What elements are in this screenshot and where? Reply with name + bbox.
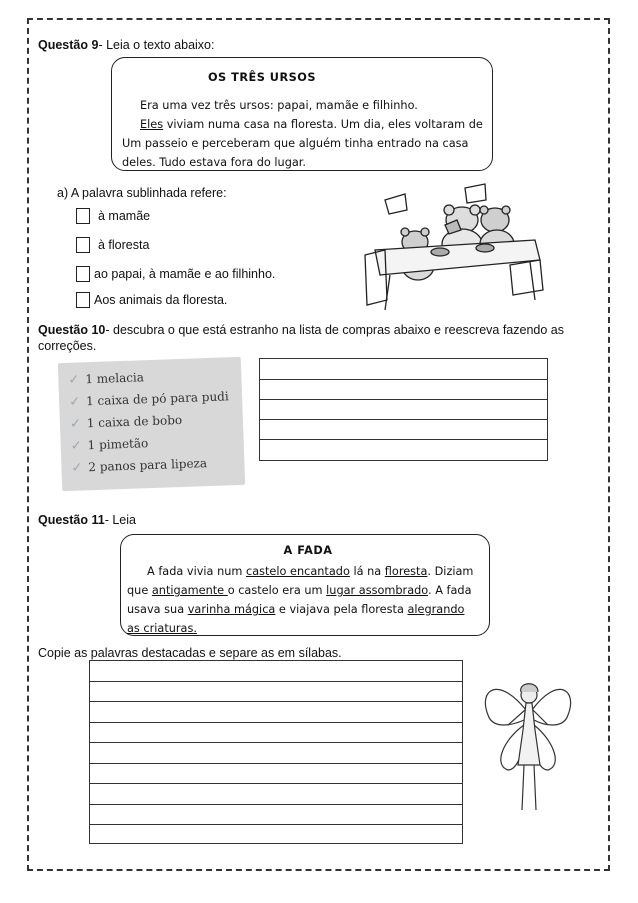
answer-line[interactable]	[260, 400, 547, 420]
option-row[interactable]: à mamãe	[76, 208, 150, 224]
story-line-1: Era uma vez três ursos: papai, mamãe e filhinho.	[140, 99, 418, 112]
check-icon: ✓	[71, 459, 83, 476]
story-line-2: Eles viviam numa casa na floresta. Um dia, eles voltaram de	[140, 118, 483, 131]
check-icon: ✓	[69, 415, 82, 432]
answer-line[interactable]	[260, 359, 547, 380]
answer-line[interactable]	[260, 380, 547, 400]
question-9-heading: Questão 9- Leia o texto abaixo:	[38, 38, 215, 52]
story-line-2: que antigamente o castelo era um lugar assombrado. A fada	[127, 584, 472, 597]
check-icon: ✓	[68, 393, 81, 410]
question-9-subquestion: a) A palavra sublinhada refere:	[57, 186, 227, 200]
story-title: OS TRÊS URSOS	[207, 71, 317, 84]
option-row[interactable]: à floresta	[76, 237, 149, 253]
story-line-3: usava sua varinha mágica e viajava pela floresta alegrando	[127, 603, 465, 616]
answer-line[interactable]	[90, 764, 462, 785]
answer-line[interactable]	[90, 743, 462, 764]
story-line-4: as criaturas.	[127, 622, 197, 635]
checkbox[interactable]	[76, 208, 90, 224]
check-icon: ✓	[70, 437, 82, 454]
fairy-illustration	[478, 670, 578, 820]
answer-line[interactable]	[90, 723, 462, 744]
answer-lines-q11[interactable]	[89, 660, 463, 844]
list-item: ✓ 2 panos para lipeza	[71, 456, 208, 476]
story-line-3: Um passeio e perceberam que alguém tinha entrado na casa	[122, 137, 469, 150]
story-line-1: A fada vivia num castelo encantado lá na floresta. Diziam	[147, 565, 474, 578]
option-row[interactable]: ao papai, à mamãe e ao filhinho.	[76, 266, 275, 282]
checkbox[interactable]	[76, 266, 90, 282]
list-item: ✓ 1 caixa de bobo	[69, 412, 183, 432]
checkbox[interactable]	[76, 292, 90, 308]
question-11-instruction: Copie as palavras destacadas e separe as em sílabas.	[38, 646, 342, 660]
story-line-4: deles. Tudo estava fora do lugar.	[122, 156, 306, 169]
story-box-tres-ursos	[111, 57, 493, 171]
story-title: A FADA	[283, 544, 333, 557]
story-box-a-fada	[120, 534, 490, 636]
shopping-list-note	[58, 357, 245, 491]
underlined-word: Eles	[140, 118, 164, 131]
answer-line[interactable]	[90, 805, 462, 826]
answer-line[interactable]	[260, 420, 547, 440]
list-item: ✓ 1 pimetão	[70, 436, 149, 454]
answer-line[interactable]	[260, 440, 547, 460]
three-bears-illustration	[345, 180, 550, 315]
check-icon: ✓	[68, 371, 80, 388]
checkbox[interactable]	[76, 237, 90, 253]
answer-line[interactable]	[90, 784, 462, 805]
answer-line[interactable]	[90, 702, 462, 723]
question-11-heading: Questão 11- Leia	[38, 513, 136, 527]
answer-line[interactable]	[90, 825, 462, 845]
list-item: ✓ 1 melacia	[68, 370, 145, 388]
answer-line[interactable]	[90, 682, 462, 703]
option-row[interactable]: Aos animais da floresta.	[76, 292, 227, 308]
answer-lines-q10[interactable]	[259, 358, 548, 461]
question-10-heading: Questão 10- descubra o que está estranho na lista de compras abaixo e reescreva fazendo as correções.	[38, 323, 564, 353]
list-item: ✓ 1 caixa de pó para pudi	[68, 389, 229, 410]
answer-line[interactable]	[90, 661, 462, 682]
